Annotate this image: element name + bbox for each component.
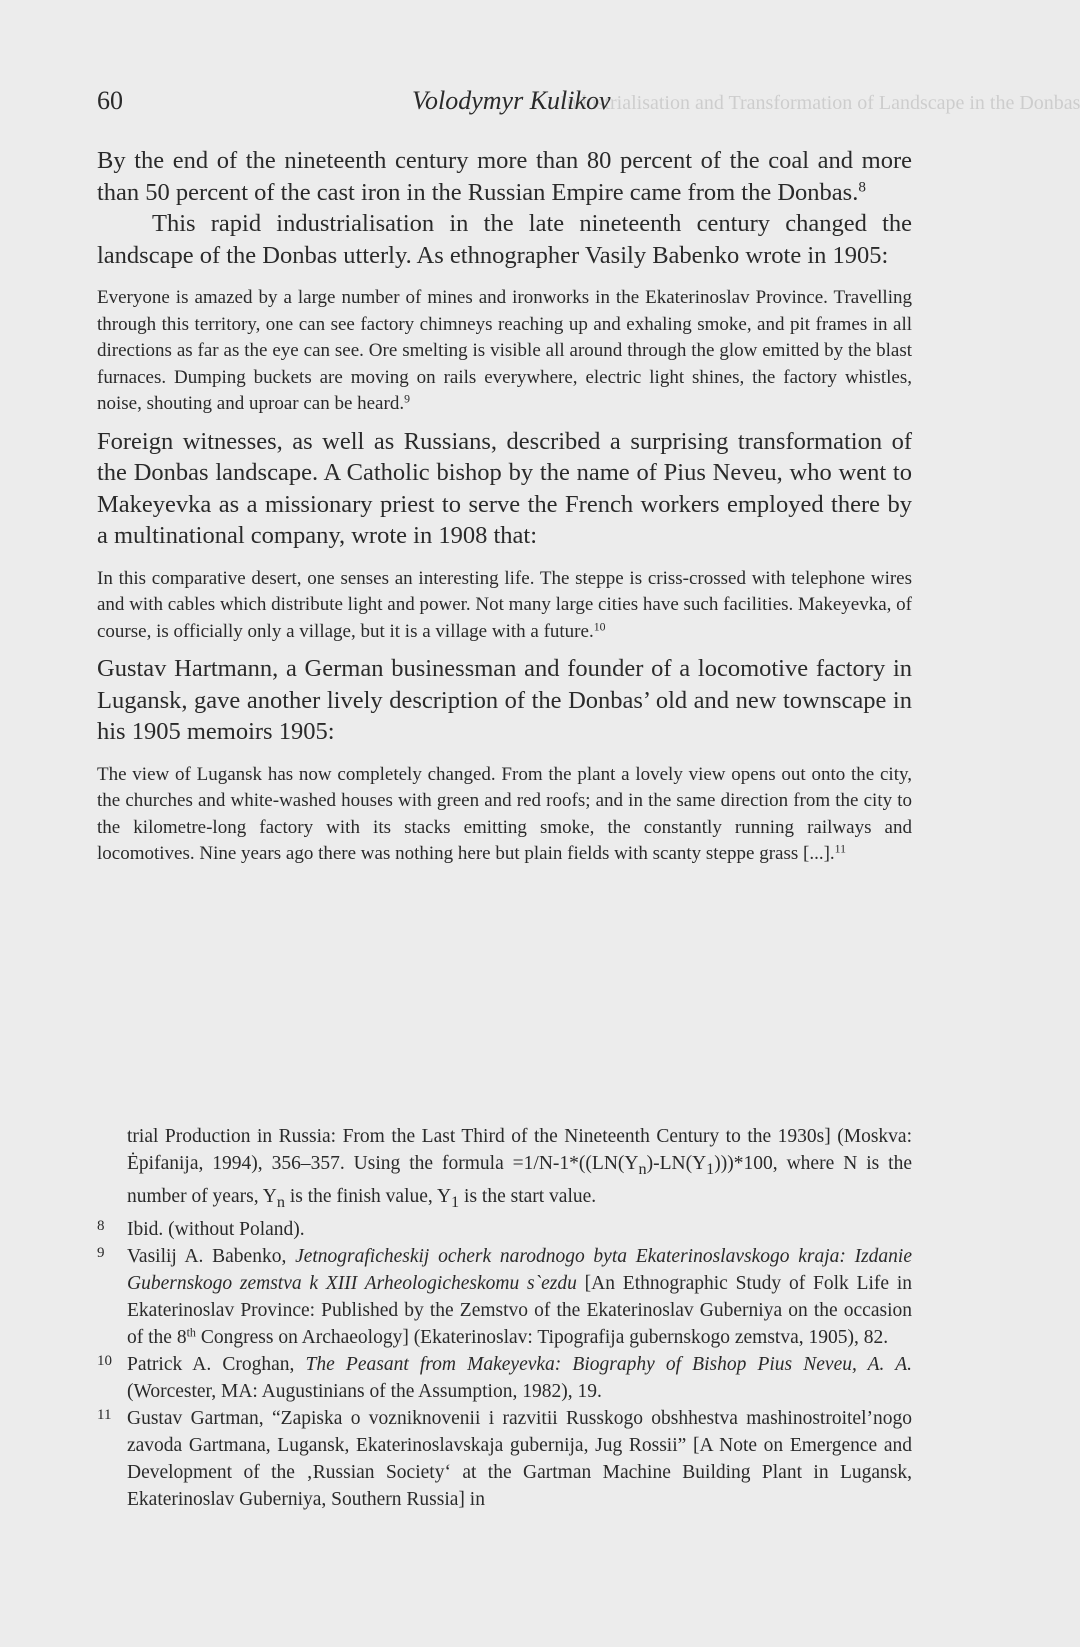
footnote-10 xyxy=(97,1351,912,1405)
footnote-continuation xyxy=(97,1123,912,1216)
running-head: Volodymyr Kulikov xyxy=(412,86,611,115)
quote-text: The view of Lugansk has now completely changed. From the plant a lovely view opens out onto the city, the churches and white-washed houses with green and red roofs; and in the same direction from the city to the kilometre-long factory with its stacks emitting smoke, the constantly running railways and locomotives. Nine years ago there was nothing here but plain fields with scanty steppe grass [...]. xyxy=(97,763,912,864)
footnote-text: is the start value. xyxy=(459,1185,597,1207)
footnote-number: 9 xyxy=(97,1244,105,1261)
quote-text: In this comparative desert, one senses an interesting life. The steppe is criss-crossed with telephone wires and with cables which distribute light and power. Not many large cities have such facilities. Makeyevka, of course, is officially only a village, but it is a village with a future. xyxy=(97,567,912,642)
paragraph: Foreign witnesses, as well as Russians, described a surprising transformation of the Donbas landscape. A Catholic bishop by the name of Pius Neveu, who went to Makeyevka as a missionary priest to serve the French workers employed there by a multinational company, wrote in 1908 that: xyxy=(97,427,912,549)
subscript: 1 xyxy=(451,1192,460,1211)
block-quote xyxy=(97,566,912,646)
footnote-ref: 10 xyxy=(593,620,606,634)
page-number: 60 xyxy=(97,86,123,115)
footnote-text: (Worcester, MA: Augustinians of the Assumption, 1982), 19. xyxy=(127,1380,602,1402)
footnote-ref: 11 xyxy=(834,842,846,856)
footnote-number: 10 xyxy=(97,1352,112,1369)
subscript: n xyxy=(638,1159,647,1178)
footnote-text: trial Production in Russia: From the Last Third of the Nineteenth Century to the 1930s] (Moskva: Ėpifanija, 1994), 356–357. Using the formula =1/N-1*((LN(Y xyxy=(127,1126,912,1174)
main-text xyxy=(97,145,912,876)
footnote-text-wrap xyxy=(127,1351,912,1405)
quote-text: Everyone is amazed by a large number of mines and ironworks in the Ekaterinoslav Province. Travelling through this territory, one can see factory chimneys reaching up and exhaling smoke, and pit frames in all directions as far as the eye can see. Ore smelting is visible all around through the glow emitted by the blast furnaces. Dumping buckets are moving on rails everywhere, electric light shines, the factory whistles, noise, shouting and uproar can be heard. xyxy=(97,287,912,414)
footnote-text: [An Ethnographic Study of Folk Life in Ekaterinoslav Province: Published by the Zemstvo of the Ekaterinoslav Guberniya on the occasion of the 8 xyxy=(127,1272,912,1348)
paragraph xyxy=(97,145,912,208)
footnote-text: Vasilij A. Babenko, xyxy=(127,1245,296,1267)
footnote-text: is the finish value, Y xyxy=(284,1185,452,1207)
footnote-text: Ibid. (without Poland). xyxy=(127,1218,305,1240)
bleed-through-text: Industrialisation and Transformation of Landscape in the Donbas xyxy=(560,92,1080,114)
superscript: th xyxy=(186,1325,196,1340)
footnote-number: 11 xyxy=(97,1406,112,1423)
footnote-text: Congress on Archaeology] (Ekaterinoslav: Tipografija gubernskogo zemstva, 1905), 82. xyxy=(195,1326,889,1348)
footnote-title: Jetnograficheskij ocherk narodnogo byta Ekaterinoslavskogo kraja: Izdanie Gubernskogo zemstva k XIII Arheologicheskomu s`ezdu xyxy=(127,1245,912,1294)
footnote-title: The Peasant from Makeyevka: Biography of Bishop Pius Neveu, A. A. xyxy=(305,1353,912,1375)
footnote-ref: 8 xyxy=(858,178,866,196)
subscript: 1 xyxy=(706,1159,715,1178)
footnote-11 xyxy=(97,1405,912,1513)
footnote-9 xyxy=(97,1243,912,1351)
paragraph-text: By the end of the nineteenth century more than 80 percent of the coal and more than 50 percent of the cast iron in the Russian Empire came from the Donbas. xyxy=(97,147,912,206)
footnotes xyxy=(97,1123,912,1513)
footnote-8 xyxy=(97,1216,912,1243)
footnote-text: Patrick A. Croghan, xyxy=(127,1353,306,1375)
footnote-text: )))*100, where N is the number of years, Y xyxy=(127,1153,913,1207)
block-quote xyxy=(97,762,912,868)
paragraph: This rapid industrialisation in the late nineteenth century changed the landscape of the Donbas utterly. As ethnographer Vasily Babenko wrote in 1905: xyxy=(97,210,912,269)
subscript: n xyxy=(276,1192,285,1211)
footnote-text: Gustav Gartman, “Zapiska o vozniknovenii i razvitii Russkogo obshhestva mashinostroitel’nogo zavoda Gartmana, Lugansk, Ekaterinoslavskaja gubernija, Jug Rossii” [A Note on Emergence and Development of the ‚Russian Society‘ at the Gartman Machine Building Plant in Lugansk, Ekaterinoslav Guberniya, Southern Russia] in xyxy=(127,1407,912,1510)
footnote-number: 8 xyxy=(97,1217,105,1234)
footnote-text: )-LN(Y xyxy=(646,1153,707,1174)
block-quote xyxy=(97,285,912,418)
paragraph: Gustav Hartmann, a German businessman and founder of a locomotive factory in Lugansk, gave another lively description of the Donbas’ old and new townscape in his 1905 memoirs 1905: xyxy=(97,655,912,745)
footnote-text-wrap xyxy=(127,1243,912,1351)
footnote-ref: 9 xyxy=(404,392,410,406)
